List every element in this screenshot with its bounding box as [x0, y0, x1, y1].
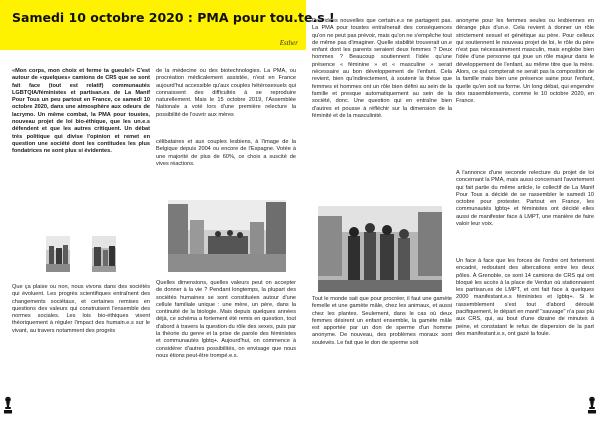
- pma-vote-paragraph: célibataires et aux couples lesbiens, à l'image de la Belgique depuis 2004 ou encore de l'Espagne. Votée à une majorité de plus de 60%, ce choix a suscité de vives réactions.: [156, 139, 296, 167]
- header-banner: [0, 0, 335, 50]
- father-role-paragraph: anonyme pour les femmes seules ou lesbiennes en dérange plus d'un.e. Cela revient à donner un rôle strictement sexuel et génétique au père. Pour celleux qui soutiennent le nouveau projet de loi, le rôle du père n'est pas nécessairement masculin, mais englobe bien l'idée d'une personne qui joue un rôle majeur dans le développement de l'enfant, au même titre que la mère. Alors, ce qui compterait ne serait pas la composition de la famille mais bien une présence saine pour l'enfant, quelle qu'en soit sa forme. Un long débat, qui engendre des rassemblements, comme le 10 octobre 2020, en France.: [456, 18, 594, 105]
- grenoble-clash-paragraph: Un face à face que les forces de l'ordre ont fortement encadré, redoutant des altercations entre les deux pôles. À Grenoble, ce sont 14 camions de CRS qui ont bloqué les accès à la place de Verdun où stationnaient les partisan.es de LMPT, et ont fait face à quelques 2000 manifestant.e.s féministes et lgbtq+. Si le rassemblement s'est tout d'abord déroulé pacifiquement, le départ en manif "sauvage" n'a pas plu aux CRS, qui, au bout d'une dizaine de minutes à peine, et constatant le refus de dispersion de la part des manifestant.e.s, ont gazé la foule.: [456, 258, 594, 337]
- demonstrators-photo: [318, 206, 442, 292]
- lmpt-announcement-paragraph: A l'annonce d'une seconde relecture du projet de loi concernant la PMA, mais aussi concernant l'avortement qui fait partie du même article, le collectif de La Manif Pour Tous a décidé de se rassembler le samedi 10 octobre pour protester. Partout en France, les communautés lgbtq+ et féministes ont décidé elles aussi de manifester face à LMPT, une manière de faire valoir leur voix.: [456, 170, 594, 228]
- street-crowd-photo: [168, 200, 286, 272]
- chess-pawn-icon: [3, 396, 13, 414]
- chess-pawn-icon: [587, 396, 597, 414]
- pma-definition-paragraph: de la médecine ou des biotechnologies. La PMA, ou procréation médicalement assistée, n'est en France aujourd'hui accessible qu'aux couples hétérosexuels qui connaissent des difficultés à se reproduire naturellement. Mais le 15 octobre 2019, l'Assemblée Nationale a voté lors d'une première relecture la possibilité de l'ouvrir aux mères: [156, 68, 296, 118]
- page-title: Samedi 10 octobre 2020 : PMA pour tou.te.s !: [12, 10, 335, 25]
- family-values-paragraph: Quelles dimensions, quelles valeurs peut on accepter de donner à la vie ? Pendant longtemps, la plupart des sociétés humaines se sont constituées autour d'une cellule familiale unique : une mère, un père, dans la continuité de la biologie. Mais depuis quelques années déjà, ce schéma a fortement été remis en question, tout d'abord à travers la question du rôle des sexes, puis par la théorie du genre et la prise de parole des féministes et communautés lgbtq+. Aujourd'hui, on commence à considérer d'autres possibilités, on envisage que nous nous étions peut-être trompé.e.s.: [156, 280, 296, 359]
- intro-paragraph: «Mon corps, mon choix et ferme ta gueule!» C'est autour de «quelques» camions de CR5 que se sont fait face (tout est relatif) communautés LGBTQIA/féministes et partisan.es de La Manif Pour Tous un peu partout en France, ce samedi 10 octobre 2020, dans une atmosphère aux odeurs de lacrymo. Un même combat, la PMA pour toustes, nouveau projet de loi bio-éthique, que les un.e.s défendent et que les autres critiquent. Un débat très politique qui divise l'opinion et remet en question une société dont les contitudes les plus fondatrices ne sont plus si évidentes.: [12, 68, 150, 155]
- protest-photo-1: [46, 236, 70, 272]
- context-paragraph: Que ça plaise ou non, nous vivons dans des sociétés qui évoluent. Les progrès scientifiques entraînent des changements sociétaux, et certaines remises en questions des valeurs qui construisent l'ensemble des normes sociales. Les lois bio-éthiques visent théoriquement à réguler l'impact des humain.e.s sur le vivant, au travers notamment des progrès: [12, 284, 150, 334]
- sperm-donation-paragraph: Tout le monde sait que pour procréer, il faut une gamète femelle et une gamète mâle, chez les animaux, et aussi chez les plantes. Seulement, dans le cas où deux femmes désirent un enfant ensemble, la gamète mâle est apportée par un don de sperme d'un homme anonyme. De nouveau, des problèmes moraux sont soulevés. Le fait que le don de sperme soit: [312, 296, 452, 346]
- debate-paragraph: Des idées nouvelles que certain.e.s ne partagent pas. La PMA pour toustes entraînerait des conséquences qu'on ne peut pas prévoir, mais qu'on ne s'empêche tout de même pas d'imaginer. Quelle stabilité trouverait un.e enfant dont les parents seraient deux femmes ? Deux hommes ? Beaucoup soutiennent l'idée qu'une présence « féminine » et « masculine » serait nécessaire au bon développement de l'enfant. Cela revient, bien qu'indirectement, à soutenir la thèse que femmes et hommes ont un rôle bien défini au sein de la famille et presque automatiquement au sein de la société, donc. Une question qui en entraîne bien d'autres et pousse à réfléchir sur la dimension de la féminité et de la masculinité.: [312, 18, 452, 119]
- protest-photo-2: [92, 236, 116, 272]
- author-byline: Esther: [279, 39, 298, 47]
